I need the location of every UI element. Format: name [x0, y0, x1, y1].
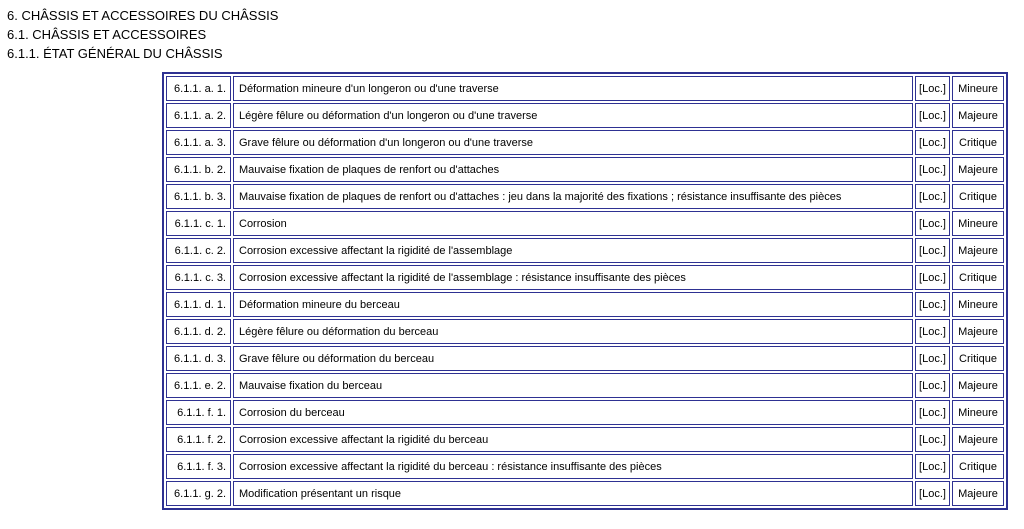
table-row	[166, 103, 1004, 128]
section-headings	[7, 6, 278, 63]
table-row	[166, 265, 1004, 290]
row-description: Grave fêlure ou déformation du berceau	[233, 346, 913, 371]
row-severity: Critique	[952, 454, 1004, 479]
row-location: [Loc.]	[915, 292, 950, 317]
table-row	[166, 454, 1004, 479]
row-code: 6.1.1. d. 2.	[166, 319, 231, 344]
row-location: [Loc.]	[915, 211, 950, 236]
row-severity: Majeure	[952, 157, 1004, 182]
row-severity: Majeure	[952, 103, 1004, 128]
row-location: [Loc.]	[915, 481, 950, 506]
row-description: Corrosion excessive affectant la rigidité du berceau	[233, 427, 913, 452]
row-code: 6.1.1. f. 3.	[166, 454, 231, 479]
row-location: [Loc.]	[915, 157, 950, 182]
row-severity: Critique	[952, 184, 1004, 209]
row-description: Mauvaise fixation du berceau	[233, 373, 913, 398]
table-row	[166, 184, 1004, 209]
row-location: [Loc.]	[915, 130, 950, 155]
row-code: 6.1.1. c. 1.	[166, 211, 231, 236]
row-location: [Loc.]	[915, 238, 950, 263]
row-code: 6.1.1. c. 3.	[166, 265, 231, 290]
table-row	[166, 400, 1004, 425]
row-code: 6.1.1. c. 2.	[166, 238, 231, 263]
row-severity: Majeure	[952, 238, 1004, 263]
row-description: Légère fêlure ou déformation du berceau	[233, 319, 913, 344]
row-code: 6.1.1. f. 2.	[166, 427, 231, 452]
row-location: [Loc.]	[915, 103, 950, 128]
table-row	[166, 373, 1004, 398]
row-description: Mauvaise fixation de plaques de renfort ou d'attaches : jeu dans la majorité des fixations ; résistance insuffisante des pièces	[233, 184, 913, 209]
row-location: [Loc.]	[915, 373, 950, 398]
row-severity: Majeure	[952, 373, 1004, 398]
row-location: [Loc.]	[915, 454, 950, 479]
table-row	[166, 76, 1004, 101]
row-description: Grave fêlure ou déformation d'un longeron ou d'une traverse	[233, 130, 913, 155]
table-row	[166, 130, 1004, 155]
heading-subsubsection: 6.1.1. ÉTAT GÉNÉRAL DU CHÂSSIS	[7, 46, 223, 61]
row-code: 6.1.1. d. 3.	[166, 346, 231, 371]
row-code: 6.1.1. g. 2.	[166, 481, 231, 506]
table-row	[166, 319, 1004, 344]
row-severity: Mineure	[952, 400, 1004, 425]
row-location: [Loc.]	[915, 400, 950, 425]
row-description: Déformation mineure d'un longeron ou d'une traverse	[233, 76, 913, 101]
row-description: Légère fêlure ou déformation d'un longeron ou d'une traverse	[233, 103, 913, 128]
table-row	[166, 292, 1004, 317]
row-severity: Mineure	[952, 211, 1004, 236]
row-location: [Loc.]	[915, 265, 950, 290]
row-location: [Loc.]	[915, 319, 950, 344]
row-severity: Majeure	[952, 427, 1004, 452]
table-row	[166, 238, 1004, 263]
table-row	[166, 346, 1004, 371]
row-description: Corrosion excessive affectant la rigidité de l'assemblage : résistance insuffisante des pièces	[233, 265, 913, 290]
row-description: Modification présentant un risque	[233, 481, 913, 506]
row-location: [Loc.]	[915, 346, 950, 371]
defects-table	[162, 72, 1008, 510]
row-location: [Loc.]	[915, 427, 950, 452]
row-description: Corrosion excessive affectant la rigidité du berceau : résistance insuffisante des pièces	[233, 454, 913, 479]
row-code: 6.1.1. b. 3.	[166, 184, 231, 209]
defects-table-container	[162, 72, 1008, 510]
row-description: Corrosion excessive affectant la rigidité de l'assemblage	[233, 238, 913, 263]
row-code: 6.1.1. e. 2.	[166, 373, 231, 398]
row-severity: Majeure	[952, 481, 1004, 506]
heading-section: 6. CHÂSSIS ET ACCESSOIRES DU CHÂSSIS	[7, 8, 279, 23]
row-severity: Mineure	[952, 76, 1004, 101]
table-row	[166, 157, 1004, 182]
row-description: Corrosion	[233, 211, 913, 236]
heading-subsection: 6.1. CHÂSSIS ET ACCESSOIRES	[7, 27, 207, 42]
row-severity: Critique	[952, 130, 1004, 155]
row-code: 6.1.1. a. 1.	[166, 76, 231, 101]
table-row	[166, 481, 1004, 506]
table-row	[166, 427, 1004, 452]
row-description: Déformation mineure du berceau	[233, 292, 913, 317]
table-row	[166, 211, 1004, 236]
row-code: 6.1.1. a. 3.	[166, 130, 231, 155]
row-severity: Critique	[952, 265, 1004, 290]
row-code: 6.1.1. b. 2.	[166, 157, 231, 182]
row-location: [Loc.]	[915, 76, 950, 101]
row-severity: Mineure	[952, 292, 1004, 317]
row-code: 6.1.1. f. 1.	[166, 400, 231, 425]
row-severity: Majeure	[952, 319, 1004, 344]
row-description: Mauvaise fixation de plaques de renfort ou d'attaches	[233, 157, 913, 182]
row-description: Corrosion du berceau	[233, 400, 913, 425]
row-location: [Loc.]	[915, 184, 950, 209]
row-code: 6.1.1. a. 2.	[166, 103, 231, 128]
row-severity: Critique	[952, 346, 1004, 371]
row-code: 6.1.1. d. 1.	[166, 292, 231, 317]
